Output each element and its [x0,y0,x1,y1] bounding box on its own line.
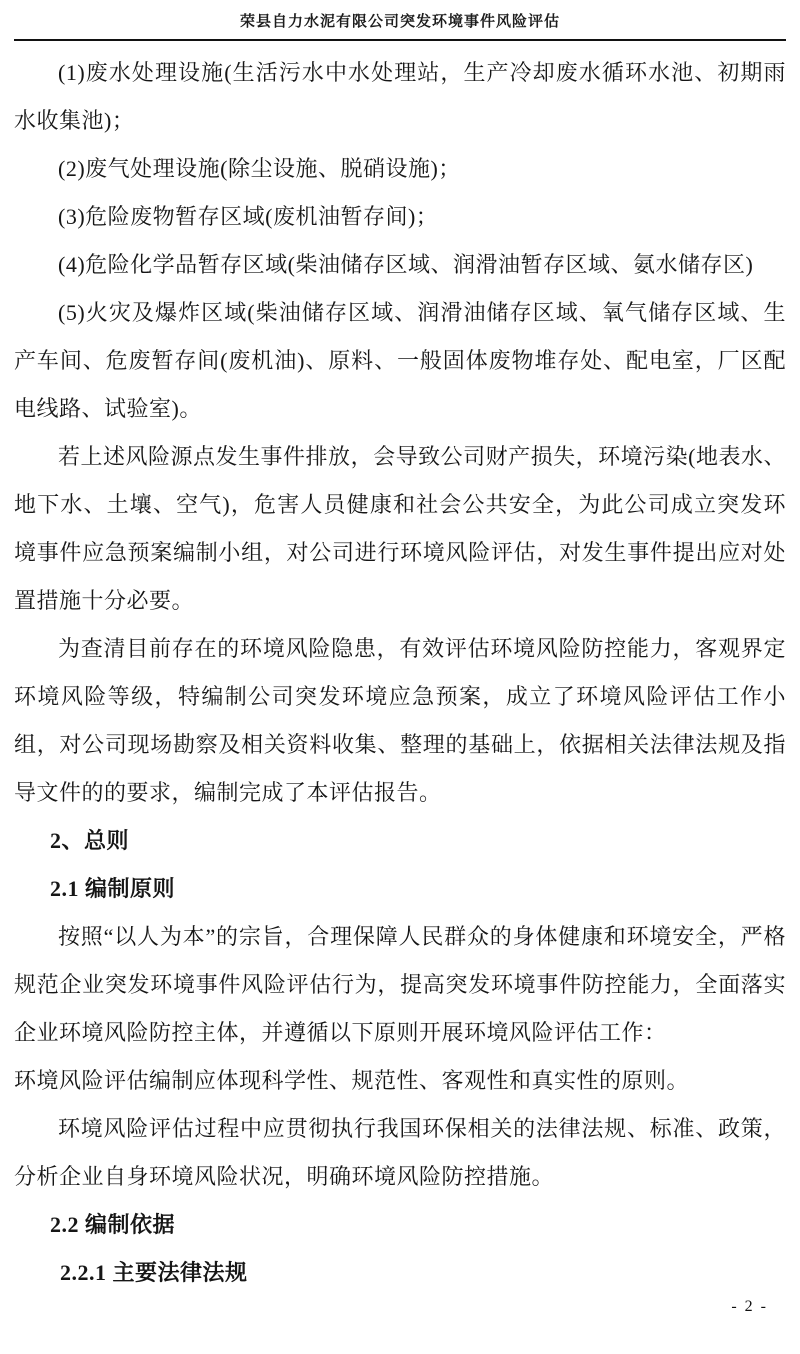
section-heading-principles: 2.1 编制原则 [50,876,176,901]
paragraph-principles-body: 按照“以人为本”的宗旨，合理保障人民群众的身体健康和环境安全，严格规范企业突发环境事件风险评估行为，提高突发环境事件防控能力，全面落实企业环境风险防控主体，并遵循以下原则开展环境风险评估工作： [14,924,786,1045]
list-item-wastewater-facilities: (1)废水处理设施(生活污水中水处理站，生产冷却废水循环水池、初期雨水收集池)； [14,60,786,133]
paragraph-assessment-purpose: 为查清目前存在的环境风险隐患，有效评估环境风险防控能力，客观界定环境风险等级，特编制公司突发环境应急预案，成立了环境风险评估工作小组，对公司现场勘察及相关资料收集、整理的基础上，依据相关法律法规及指导文件的的要求，编制完成了本评估报告。 [14,636,786,805]
paragraph-risk-consequence: 若上述风险源点发生事件排放，会导致公司财产损失，环境污染(地表水、地下水、土壤、空气)，危害人员健康和社会公共安全，为此公司成立突发环境事件应急预案编制小组，对公司进行环境风险评估，对发生事件提出应对处置措施十分必要。 [14,444,786,613]
section-heading-general-rules: 2、总则 [50,828,130,853]
document-header-title: 荣县自力水泥有限公司突发环境事件风险评估 [239,14,560,30]
section-heading-basis: 2.2 编制依据 [50,1212,176,1237]
list-item-hazardous-chemical-area: (4)危险化学品暂存区域(柴油储存区域、润滑油暂存区域、氨水储存区) [58,252,754,277]
page-number: - 2 - [731,1298,768,1315]
list-item-wastegas-facilities: (2)废气处理设施(除尘设施、脱硝设施)； [58,156,461,181]
page-header [14,0,786,41]
list-item-fire-explosion-area: (5)火灾及爆炸区域(柴油储存区域、润滑油储存区域、氧气储存区域、生产车间、危废暂存间(废机油)、原料、一般固体废物堆存处、配电室，厂区配电线路、试验室)。 [14,300,786,421]
list-item-hazardous-waste-area: (3)危险废物暂存区域(废机油暂存间)； [58,204,439,229]
paragraph-laws-compliance: 环境风险评估过程中应贯彻执行我国环保相关的法律法规、标准、政策，分析企业自身环境风险状况，明确环境风险防控措施。 [14,1116,786,1189]
section-heading-main-laws: 2.2.1 主要法律法规 [60,1260,248,1285]
paragraph-principle-statement: 环境风险评估编制应体现科学性、规范性、客观性和真实性的原则。 [14,1068,690,1093]
document-body [14,49,786,1297]
